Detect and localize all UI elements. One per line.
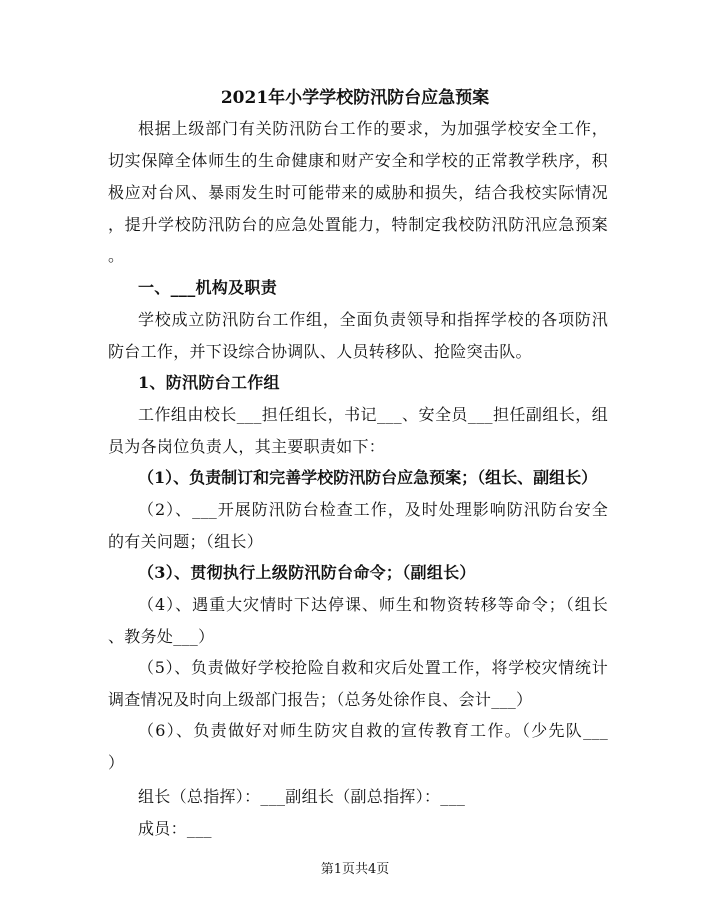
section-heading: 一、___机构及职责	[138, 278, 278, 297]
page-number: 第1页共4页	[320, 862, 390, 877]
paragraph-line: 。	[108, 246, 125, 265]
duty-item: 调查情况及时向上级部门报告；（总务处徐作良、会计___）	[108, 690, 533, 709]
members-line: 成员：___	[138, 819, 212, 838]
document-title: 2021年小学学校防汛防台应急预案	[220, 88, 490, 108]
paragraph-line: 防台工作，并下设综合协调队、人员转移队、抢险突击队。	[108, 342, 532, 361]
paragraph-line: 根据上级部门有关防汛防台工作的要求，为加强学校安全工作，	[138, 119, 608, 138]
paragraph-line: 工作组由校长___担任组长，书记___、安全员___担任副组长，组	[138, 405, 608, 424]
duty-item: 的有关问题；（组长）	[108, 532, 264, 551]
paragraph-line: ，提升学校防汛防台的应急处置能力，特制定我校防汛防汛应急预案	[108, 215, 608, 234]
duty-item: ）	[108, 753, 125, 772]
duty-item: （5）、负责做好学校抢险自救和灾后处置工作，将学校灾情统计	[138, 658, 608, 677]
duty-item-bold: （3）、贯彻执行上级防汛防台命令；（副组长）	[138, 563, 476, 582]
duty-item-bold: （1）、负责制订和完善学校防汛防台应急预案；（组长、副组长）	[138, 468, 598, 487]
leader-line: 组长（总指挥）：___副组长（副总指挥）：___	[138, 787, 466, 806]
duty-item: （4）、遇重大灾情时下达停课、师生和物资转移等命令；（组长	[138, 595, 608, 614]
paragraph-line: 学校成立防汛防台工作组，全面负责领导和指挥学校的各项防汛	[138, 310, 608, 329]
paragraph-line: 员为各岗位负责人，其主要职责如下：	[108, 437, 386, 456]
subsection-heading: 1、防汛防台工作组	[138, 373, 280, 392]
paragraph-line: 切实保障全体师生的生命健康和财产安全和学校的正常教学秩序，积	[108, 151, 608, 170]
duty-item: （2）、___开展防汛防台检查工作，及时处理影响防汛防台安全	[138, 500, 608, 519]
duty-item: （6）、负责做好对师生防灾自救的宣传教育工作。（少先队___	[138, 721, 608, 740]
paragraph-line: 极应对台风、暴雨发生时可能带来的威胁和损失，结合我校实际情况	[108, 183, 608, 202]
duty-item: 、教务处___）	[108, 627, 215, 646]
